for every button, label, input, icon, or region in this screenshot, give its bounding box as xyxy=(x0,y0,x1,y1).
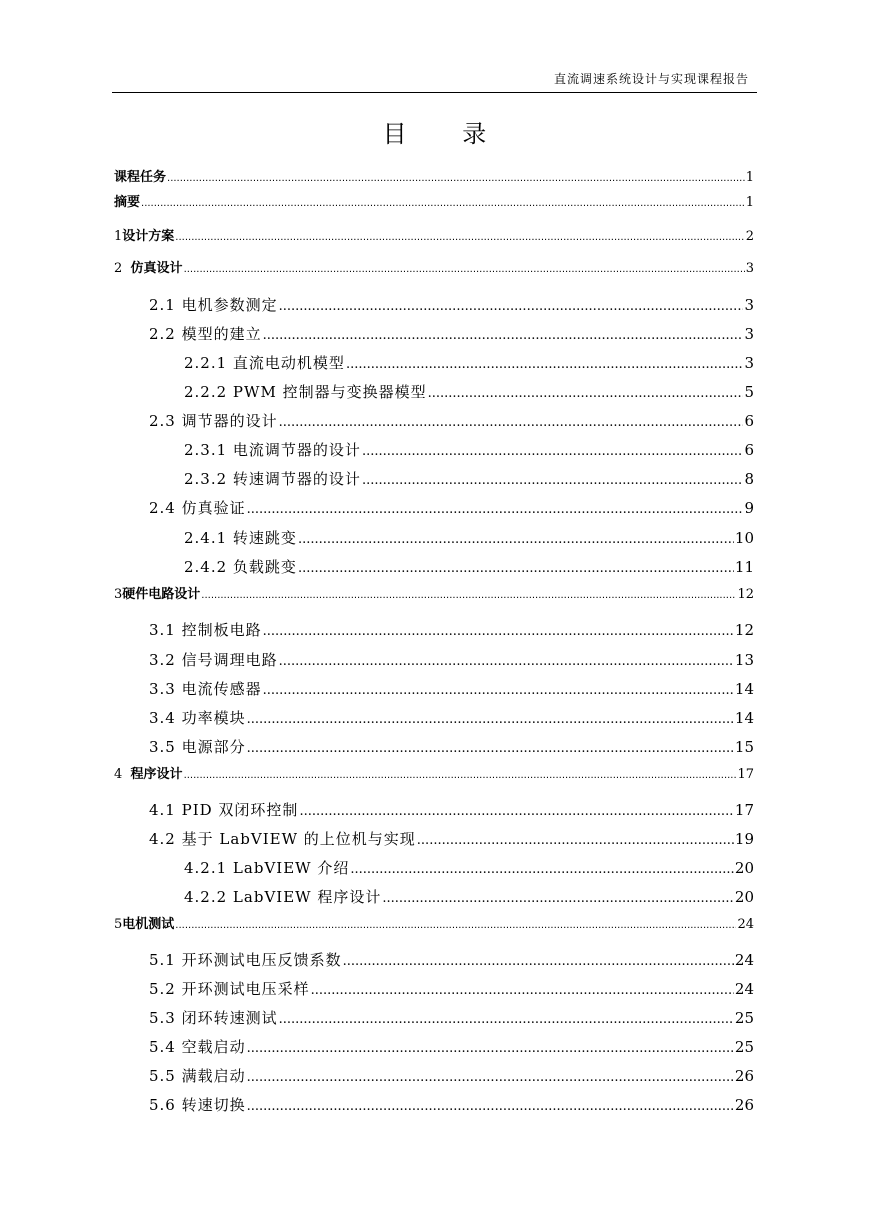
toc-entry-label: 2.4.1 转速跳变 xyxy=(184,529,297,547)
toc-entry-number: 4 xyxy=(114,767,131,782)
leader-dots xyxy=(382,891,734,906)
leader-dots xyxy=(311,983,734,998)
leader-dots xyxy=(247,1070,734,1085)
toc-entry[interactable] xyxy=(149,707,754,728)
toc-entry-label: 5.5 满载启动 xyxy=(149,1067,246,1085)
leader-dots xyxy=(247,502,744,517)
leader-dots xyxy=(263,328,744,343)
toc-entry-label: 3.4 功率模块 xyxy=(149,709,246,727)
leader-dots xyxy=(298,561,734,576)
toc-entry[interactable] xyxy=(149,619,754,640)
leader-dots xyxy=(247,712,734,727)
toc-entry[interactable] xyxy=(149,1065,754,1086)
leader-dots xyxy=(343,954,734,969)
toc-entry-number: 1 xyxy=(114,229,123,244)
leader-dots xyxy=(362,473,744,488)
toc-entry[interactable] xyxy=(149,649,754,670)
toc-entry-label: 2.1 电机参数测定 xyxy=(149,296,278,314)
toc-entry-label: 仿真设计 xyxy=(130,261,183,276)
leader-dots xyxy=(428,386,744,401)
toc-entry-label: 2.4 仿真验证 xyxy=(149,499,246,517)
toc-entry[interactable] xyxy=(114,763,754,782)
leader-dots xyxy=(362,444,744,459)
toc-entry-page: 17 xyxy=(734,801,754,819)
toc-entry[interactable] xyxy=(184,527,754,548)
leader-dots xyxy=(417,833,734,848)
leader-dots xyxy=(167,173,745,184)
toc-entry-page: 14 xyxy=(734,709,754,727)
leader-dots xyxy=(247,741,734,756)
leader-dots xyxy=(279,415,744,430)
toc-entry[interactable] xyxy=(184,381,754,402)
toc-entry-page: 3 xyxy=(745,261,754,276)
toc-entry-page: 25 xyxy=(734,1009,754,1027)
toc-entry-label: 5.6 转速切换 xyxy=(149,1096,246,1114)
toc-entry-label: 2.4.2 负载跳变 xyxy=(184,558,297,576)
toc-entry-label: 电机测试 xyxy=(122,917,175,932)
toc-entry[interactable] xyxy=(184,439,754,460)
toc-entry[interactable] xyxy=(114,225,754,244)
running-header: 直流调速系统设计与实现课程报告 xyxy=(553,72,749,86)
toc-entry-label: 3.3 电流传感器 xyxy=(149,680,262,698)
toc-entry-page: 3 xyxy=(744,354,754,372)
toc-entry-page: 8 xyxy=(744,470,754,488)
toc-entry-page: 1 xyxy=(745,170,754,185)
toc-entry[interactable] xyxy=(149,828,754,849)
toc-entry-page: 14 xyxy=(734,680,754,698)
toc-entry-label: 2.3.2 转速调节器的设计 xyxy=(184,470,361,488)
toc-entry-page: 24 xyxy=(737,917,754,932)
toc-entry-number: 2 xyxy=(114,261,131,276)
leader-dots xyxy=(279,299,744,314)
toc-entry-page: 11 xyxy=(734,558,754,576)
leader-dots xyxy=(247,1099,734,1114)
toc-entry[interactable] xyxy=(149,736,754,757)
leader-dots xyxy=(175,232,744,243)
toc-entry[interactable] xyxy=(149,799,754,820)
toc-entry-label: 4.2.2 LabVIEW 程序设计 xyxy=(184,888,382,906)
toc-entry-label: 5.4 空载启动 xyxy=(149,1038,246,1056)
toc-entry-label: 3.5 电源部分 xyxy=(149,738,246,756)
toc-entry-label: 硬件电路设计 xyxy=(122,587,201,602)
leader-dots xyxy=(175,920,736,931)
leader-dots xyxy=(263,624,734,639)
toc-entry-label: 2.2.1 直流电动机模型 xyxy=(184,354,345,372)
toc-entry[interactable] xyxy=(149,949,754,970)
toc-entry-label: 5.2 开环测试电压采样 xyxy=(149,980,310,998)
toc-entry[interactable] xyxy=(149,978,754,999)
toc-entry[interactable] xyxy=(114,257,754,276)
toc-entry-page: 2 xyxy=(745,229,754,244)
toc-entry-label: 摘要 xyxy=(114,195,141,210)
toc-entry-page: 10 xyxy=(734,529,754,547)
toc-entry-label: 设计方案 xyxy=(122,229,175,244)
toc-entry-page: 3 xyxy=(744,296,754,314)
leader-dots xyxy=(263,683,734,698)
toc-entry-label: 2.3.1 电流调节器的设计 xyxy=(184,441,361,459)
toc-entry-label: 3.1 控制板电路 xyxy=(149,621,262,639)
toc-entry-page: 26 xyxy=(734,1096,754,1114)
toc-entry[interactable] xyxy=(149,1094,754,1115)
toc-entry-label: 3.2 信号调理电路 xyxy=(149,651,278,669)
leader-dots xyxy=(279,654,734,669)
toc-entry-page: 12 xyxy=(734,621,754,639)
toc-entry[interactable] xyxy=(149,497,754,518)
toc-entry-label: 课程任务 xyxy=(114,170,167,185)
toc-entry[interactable] xyxy=(149,1007,754,1028)
leader-dots xyxy=(279,1012,734,1027)
toc-entry[interactable] xyxy=(149,1036,754,1057)
leader-dots xyxy=(201,590,736,601)
toc-entry-page: 20 xyxy=(734,888,754,906)
toc-entry[interactable] xyxy=(114,191,754,210)
toc-entry-label: 2.2 模型的建立 xyxy=(149,325,262,343)
leader-dots xyxy=(184,264,745,275)
leader-dots xyxy=(350,862,734,877)
toc-entry[interactable] xyxy=(184,352,754,373)
toc-entry-page: 1 xyxy=(745,195,754,210)
toc-entry-page: 12 xyxy=(737,587,754,602)
toc-entry-label: 2.2.2 PWM 控制器与变换器模型 xyxy=(184,383,427,401)
leader-dots xyxy=(298,532,734,547)
leader-dots xyxy=(184,770,737,781)
toc-entry-page: 15 xyxy=(734,738,754,756)
toc-entry-page: 19 xyxy=(734,830,754,848)
toc-entry[interactable] xyxy=(149,294,754,315)
toc-entry-page: 24 xyxy=(734,951,754,969)
toc-entry-label: 4.1 PID 双闭环控制 xyxy=(149,801,299,819)
toc-entry[interactable] xyxy=(149,678,754,699)
leader-dots xyxy=(247,1041,734,1056)
toc-entry-page: 20 xyxy=(734,859,754,877)
toc-entry-number: 5 xyxy=(114,917,123,932)
toc-entry-page: 5 xyxy=(744,383,754,401)
page-title: 目 录 xyxy=(382,120,511,148)
toc-entry-label: 4.2.1 LabVIEW 介绍 xyxy=(184,859,350,877)
toc-entry-page: 3 xyxy=(744,325,754,343)
toc-entry-page: 6 xyxy=(744,412,754,430)
toc-entry[interactable] xyxy=(114,913,754,932)
toc-entry-page: 26 xyxy=(734,1067,754,1085)
toc-entry-page: 6 xyxy=(744,441,754,459)
toc-entry-page: 25 xyxy=(734,1038,754,1056)
leader-dots xyxy=(299,804,733,819)
toc-entry-page: 24 xyxy=(734,980,754,998)
toc-entry-label: 5.3 闭环转速测试 xyxy=(149,1009,278,1027)
toc-entry[interactable] xyxy=(184,886,754,907)
toc-entry-label: 5.1 开环测试电压反馈系数 xyxy=(149,951,342,969)
toc-entry-label: 4.2 基于 LabVIEW 的上位机与实现 xyxy=(149,830,416,848)
toc-entry[interactable] xyxy=(114,166,754,185)
toc-entry[interactable] xyxy=(184,468,754,489)
toc-entry-page: 13 xyxy=(734,651,754,669)
toc-entry-page: 9 xyxy=(744,499,754,517)
toc-entry-label: 2.3 调节器的设计 xyxy=(149,412,278,430)
toc-entry-label: 程序设计 xyxy=(130,767,183,782)
toc-entry[interactable] xyxy=(184,556,754,577)
leader-dots xyxy=(346,357,744,372)
toc-entry[interactable] xyxy=(149,323,754,344)
toc-entry[interactable] xyxy=(114,583,754,602)
leader-dots xyxy=(141,198,745,209)
toc-entry-number: 3 xyxy=(114,587,123,602)
toc-entry[interactable] xyxy=(149,410,754,431)
toc-entry[interactable] xyxy=(184,857,754,878)
toc-entry-page: 17 xyxy=(737,767,754,782)
